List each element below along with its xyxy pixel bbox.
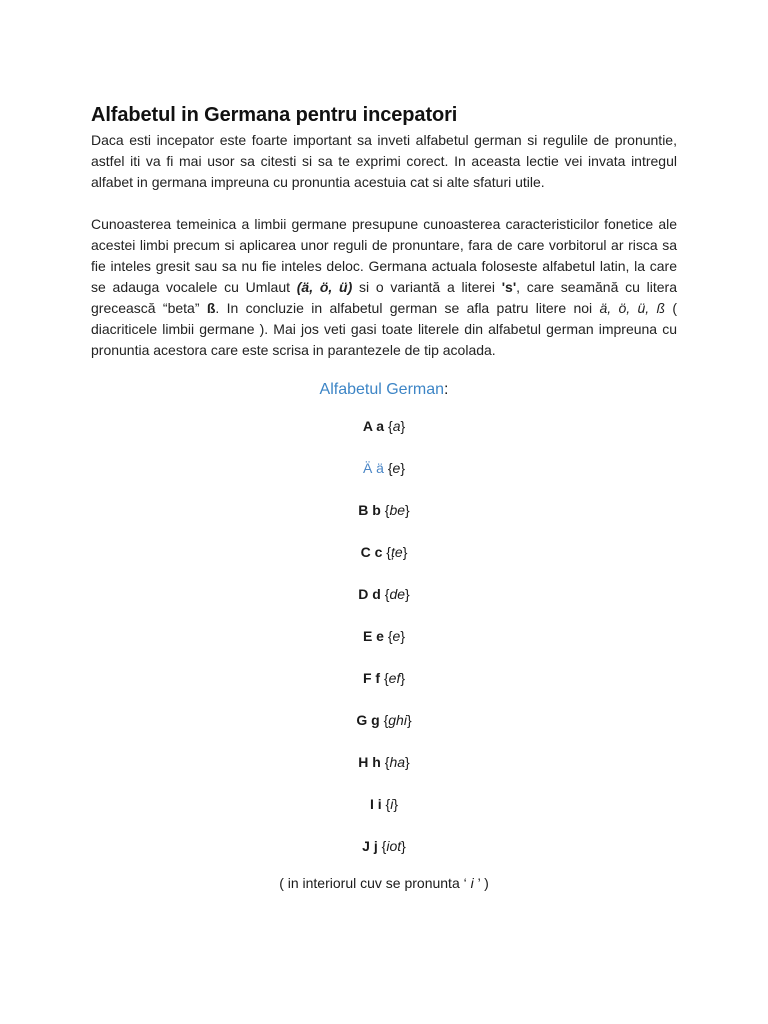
eszett-letter: ß [206,300,216,316]
pronunciation: e [392,628,401,644]
paragraph-text: , care seamănă cu litera grecească “beta” [91,279,677,316]
letter-pair: G g [356,712,380,728]
letter-row: Ä ä {e} [362,460,406,476]
letter-pair: D d [358,586,381,602]
document-page [91,100,677,892]
letter-pair: B b [358,502,381,518]
paragraph-text: . In concluzie in alfabetul german se afla patru litere noi [215,300,600,316]
pronunciation: a [392,418,401,434]
pronunciation: ef [388,670,401,686]
letter-row: E e {e} [362,628,406,644]
pronunciation: iot [386,838,402,854]
letter-row: J j {iot} [362,838,406,854]
letter-pair: Ä ä [362,460,384,476]
pronunciation-note [91,874,677,892]
note-text: ( in interiorul cuv se pronunta ‘ [279,875,471,891]
letter-row: C c {țe} [360,544,408,560]
phonetics-paragraph [91,214,677,361]
pronunciation: i [390,796,394,812]
umlaut-vowels: (ä, ö, ü) [296,279,353,295]
pronunciation: ha [389,754,406,770]
letter-row: D d {de} [358,586,410,602]
pronunciation: e [392,460,401,476]
intro-paragraph: Daca esti incepator este foarte important sa inveti alfabetul german si regulile de pronuntie, astfel iti va fi mai usor sa citesti si sa te exprimi corect. In aceasta lectie vei invata intregul alfabet in germana impreuna cu pronuntia acestuia cat si alte sfaturi utile. [91,132,677,190]
s-letter: 's' [501,279,517,295]
letter-pair: J j [362,838,378,854]
note-text: ’ ) [473,875,489,891]
letter-pair: H h [358,754,381,770]
letter-list [91,417,677,879]
note-italic: i [470,875,474,891]
alphabet-heading-text: Alfabetul German [319,381,445,398]
alphabet-heading [91,378,677,402]
letter-row: A a {a} [362,418,406,434]
letter-row: H h {ha} [358,754,410,770]
paragraph-text: ( diacriticele limbii germane ). Mai jos veti gasi toate literele din alfabetul german impreuna cu pronuntia acestora care este scrisa in parantezele de tip acolada. [91,300,677,358]
new-letters: ä, ö, ü, ß [599,300,665,316]
letter-pair: C c [360,544,383,560]
alphabet-heading-colon: : [444,381,449,398]
pronunciation: be [389,502,406,518]
letter-row: F f {ef} [362,670,406,686]
pronunciation: ghi [388,712,407,728]
page-title: Alfabetul in Germana pentru incepatori [91,104,458,126]
pronunciation: țe [391,544,403,560]
letter-pair: I i [369,796,382,812]
letter-pair: E e [362,628,384,644]
letter-pair: A a [362,418,385,434]
letter-pair: F f [362,670,381,686]
letter-row: G g {ghi} [356,712,412,728]
paragraph-text: si o variantă a literei [352,279,502,295]
letter-row: B b {be} [358,502,410,518]
paragraph-text: Cunoasterea temeinica a limbii germane presupune cunoasterea caracteristicilor fonetice ale acestei limbi precum si aplicarea unor reguli de pronuntare, fara de care vorbitorul ar risca sa fie inteles gresit sau sa nu fie inteles deloc. Germana actuala foloseste alfabetul latin, la care se adauga vocalele cu Umlaut [91,216,677,295]
letter-row: I i {i} [369,796,399,812]
pronunciation: de [389,586,406,602]
